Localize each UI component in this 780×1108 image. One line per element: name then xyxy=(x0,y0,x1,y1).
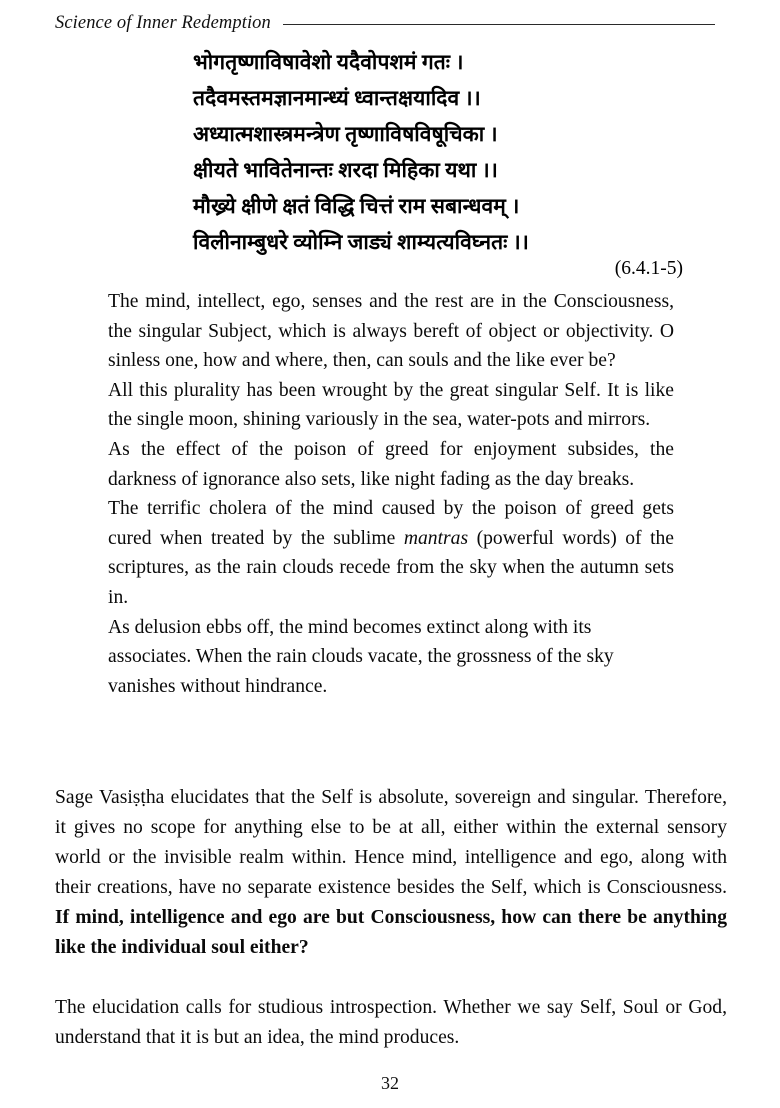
verse-line: क्षीयते भावितेनान्तः शरदा मिहिका यथा ।। xyxy=(193,158,498,182)
running-header-title: Science of Inner Redemption xyxy=(55,12,271,33)
body-block-primary xyxy=(55,783,727,962)
translation-paragraph xyxy=(108,494,674,612)
running-header xyxy=(55,10,715,36)
translation-text-tail: (powerful words) of the scriptures, as the rain clouds recede from the sky when the autumn sets in. xyxy=(108,527,675,608)
verse-line: तदैवमस्तमज्ञानमान्ध्यं ध्वान्तक्षयादिव ।। xyxy=(193,86,481,110)
translation-paragraph: All this plurality has been wrought by the great singular Self. It is like the single moon, shining variously in the sea, water-pots and mirrors. xyxy=(108,379,674,431)
translation-italic-term: mantras xyxy=(403,527,469,549)
translation-text-lead: The terrific cholera of the mind caused by the poison of greed gets cured when treated by the sublime xyxy=(108,498,674,549)
page-number: 32 xyxy=(381,1073,399,1093)
translation-paragraph: As delusion ebbs off, the mind becomes extinct along with its associates. When the rain clouds vacate, the grossness of the sky vanishes without hindrance. xyxy=(108,616,614,697)
sanskrit-verse-block xyxy=(193,44,663,260)
translation-paragraph: As the effect of the poison of greed for enjoyment subsides, the darkness of ignorance also sets, like night fading as the day breaks. xyxy=(108,438,674,490)
verse-line: विलीनाम्बुधरे व्योम्नि जाड्यं शाम्यत्यविघ्नतः ।। xyxy=(193,230,529,254)
body-block-secondary xyxy=(55,993,727,1053)
translation-block xyxy=(108,287,674,701)
body-text-emphasis: If mind, intelligence and ego are but Consciousness, how can there be anything like the individual soul either? xyxy=(55,906,727,958)
body-paragraph xyxy=(55,783,727,962)
verse-line: भोगतृष्णाविषावेशो यदैवोपशमं गतः । xyxy=(193,50,464,74)
verse-citation: (6.4.1-5) xyxy=(614,258,683,279)
translation-paragraph: The mind, intellect, ego, senses and the rest are in the Consciousness, the singular Subject, which is always bereft of object or objectivity. O sinless one, how and where, then, can souls and the like ever be? xyxy=(108,291,674,372)
verse-line: अध्यात्मशास्त्रमन्त्रेण तृष्णाविषविषूचिका । xyxy=(193,122,498,146)
verse-line: मौख्र्ये क्षीणे क्षतं विद्धि चित्तं राम सबान्धवम् । xyxy=(193,194,520,218)
horizontal-rule-icon xyxy=(283,24,715,25)
body-text-plain: Sage Vasiṣṭha elucidates that the Self is absolute, sovereign and singular. Therefore, it gives no scope for anything else to be at all, either within the external sensory world or the invisible realm within. Hence mind, intelligence and ego, along with their creations, have no separate existence besides the Self, which is Consciousness. xyxy=(55,787,727,898)
body-paragraph: The elucidation calls for studious introspection. Whether we say Self, Soul or God, understand that it is but an idea, the mind produces. xyxy=(55,997,727,1048)
